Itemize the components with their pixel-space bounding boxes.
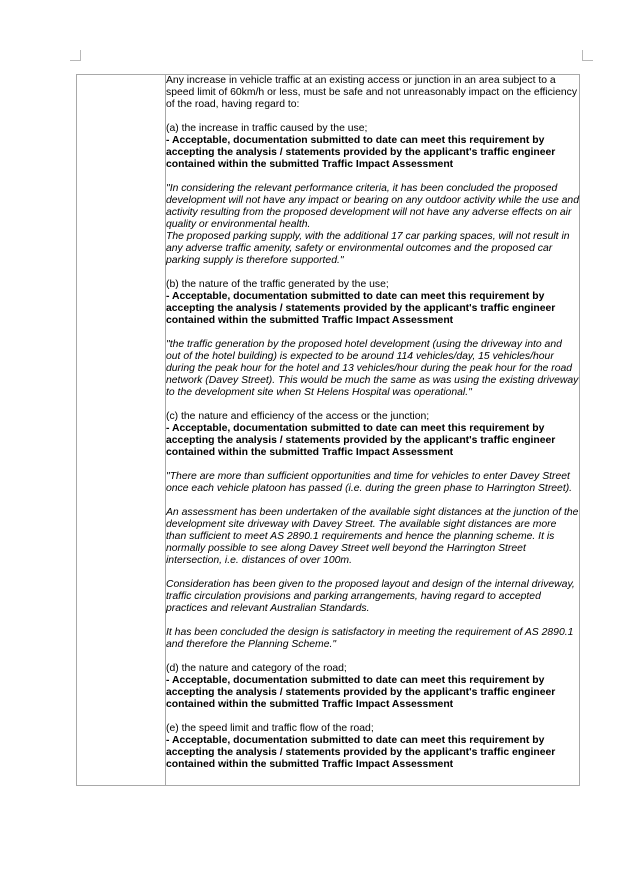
criterion-b-acceptable-3: contained within the submitted Traffic Impact Assessment — [166, 315, 454, 326]
criterion-b-acceptable-2: accepting the analysis / statements provided by the applicant's traffic engineer — [166, 303, 556, 314]
table-row — [77, 75, 580, 786]
criterion-b-acceptable-1: - Acceptable, documentation submitted to date can meet this requirement by — [166, 291, 545, 302]
crop-mark-top-left — [70, 50, 81, 61]
criterion-a-heading: (a) the increase in traffic caused by the use; — [166, 123, 368, 134]
criterion-c-quote-1: "There are more than sufficient opportunities and time for vehicles to enter Davey Street once each vehicle platoon has passed (i.e. during the green phase to Harrington Street). — [166, 471, 573, 494]
criterion-e-heading: (e) the speed limit and traffic flow of the road; — [166, 723, 374, 734]
criterion-a-acceptable-2: accepting the analysis / statements provided by the applicant's traffic engineer — [166, 147, 556, 158]
criterion-e-acceptable-3: contained within the submitted Traffic Impact Assessment — [166, 759, 454, 770]
criterion-a-quote-1: "In considering the relevant performance criteria, it has been concluded the proposed development will not have any impact or bearing on any outdoor activity while the use and activity resulting from the proposed development will not have any adverse effects on air quality or environmental health. — [166, 183, 579, 230]
criterion-d-acceptable-2: accepting the analysis / statements provided by the applicant's traffic engineer — [166, 687, 556, 698]
assessment-table — [76, 74, 580, 786]
criterion-a-acceptable-3: contained within the submitted Traffic Impact Assessment — [166, 159, 454, 170]
crop-mark-top-right — [582, 50, 593, 61]
criterion-c-acceptable-2: accepting the analysis / statements provided by the applicant's traffic engineer — [166, 435, 556, 446]
criterion-d-heading: (d) the nature and category of the road; — [166, 663, 347, 674]
criterion-d-acceptable-1: - Acceptable, documentation submitted to date can meet this requirement by — [166, 675, 545, 686]
criterion-c-quote-3: Consideration has been given to the proposed layout and design of the internal driveway, traffic circulation provisions and parking arrangements, having regard to accepted practices and relevant Australian Standards. — [166, 579, 575, 614]
criterion-e-acceptable-1: - Acceptable, documentation submitted to date can meet this requirement by — [166, 735, 545, 746]
content-cell — [166, 75, 580, 786]
criterion-c-quote-2: An assessment has been undertaken of the available sight distances at the junction of the development site driveway with Davey Street. The available sight distances are more than sufficient to meet AS 2890.1 requirements and hence the planning scheme. It is normally possible to see along Davey Street well beyond the Harrington Street intersection, i.e. distances of over 100m. — [166, 507, 579, 566]
criterion-b-heading: (b) the nature of the traffic generated by the use; — [166, 279, 389, 290]
criterion-b-quote-1: "the traffic generation by the proposed hotel development (using the driveway into and out of the hotel building) is expected to be around 114 vehicles/day, 15 vehicles/hour during the peak hour for the hotel and 13 vehicles/hour during the peak hour for the road network (Davey Street). This would be much the same as was using the existing driveway to the development site when St Helens Hospital was operational." — [166, 339, 579, 398]
criterion-c-quote-4: It has been concluded the design is satisfactory in meeting the requirement of AS 2890.1 and therefore the Planning Scheme." — [166, 627, 574, 650]
criterion-c-heading: (c) the nature and efficiency of the access or the junction; — [166, 411, 430, 422]
criterion-c-acceptable-1: - Acceptable, documentation submitted to date can meet this requirement by — [166, 423, 545, 434]
intro-text: Any increase in vehicle traffic at an existing access or junction in an area subject to a speed limit of 60km/h or less, must be safe and not unreasonably impact on the efficiency of the road, having regard to: — [166, 75, 578, 110]
criterion-c-acceptable-3: contained within the submitted Traffic Impact Assessment — [166, 447, 454, 458]
criterion-d-acceptable-3: contained within the submitted Traffic Impact Assessment — [166, 699, 454, 710]
criterion-a-quote-2: The proposed parking supply, with the additional 17 car parking spaces, will not result in any adverse traffic amenity, safety or environmental outcomes and the proposed car parking supply is therefore supported." — [166, 231, 570, 266]
left-cell — [77, 75, 166, 786]
criterion-e-acceptable-2: accepting the analysis / statements provided by the applicant's traffic engineer — [166, 747, 556, 758]
criterion-a-acceptable-1: - Acceptable, documentation submitted to date can meet this requirement by — [166, 135, 545, 146]
